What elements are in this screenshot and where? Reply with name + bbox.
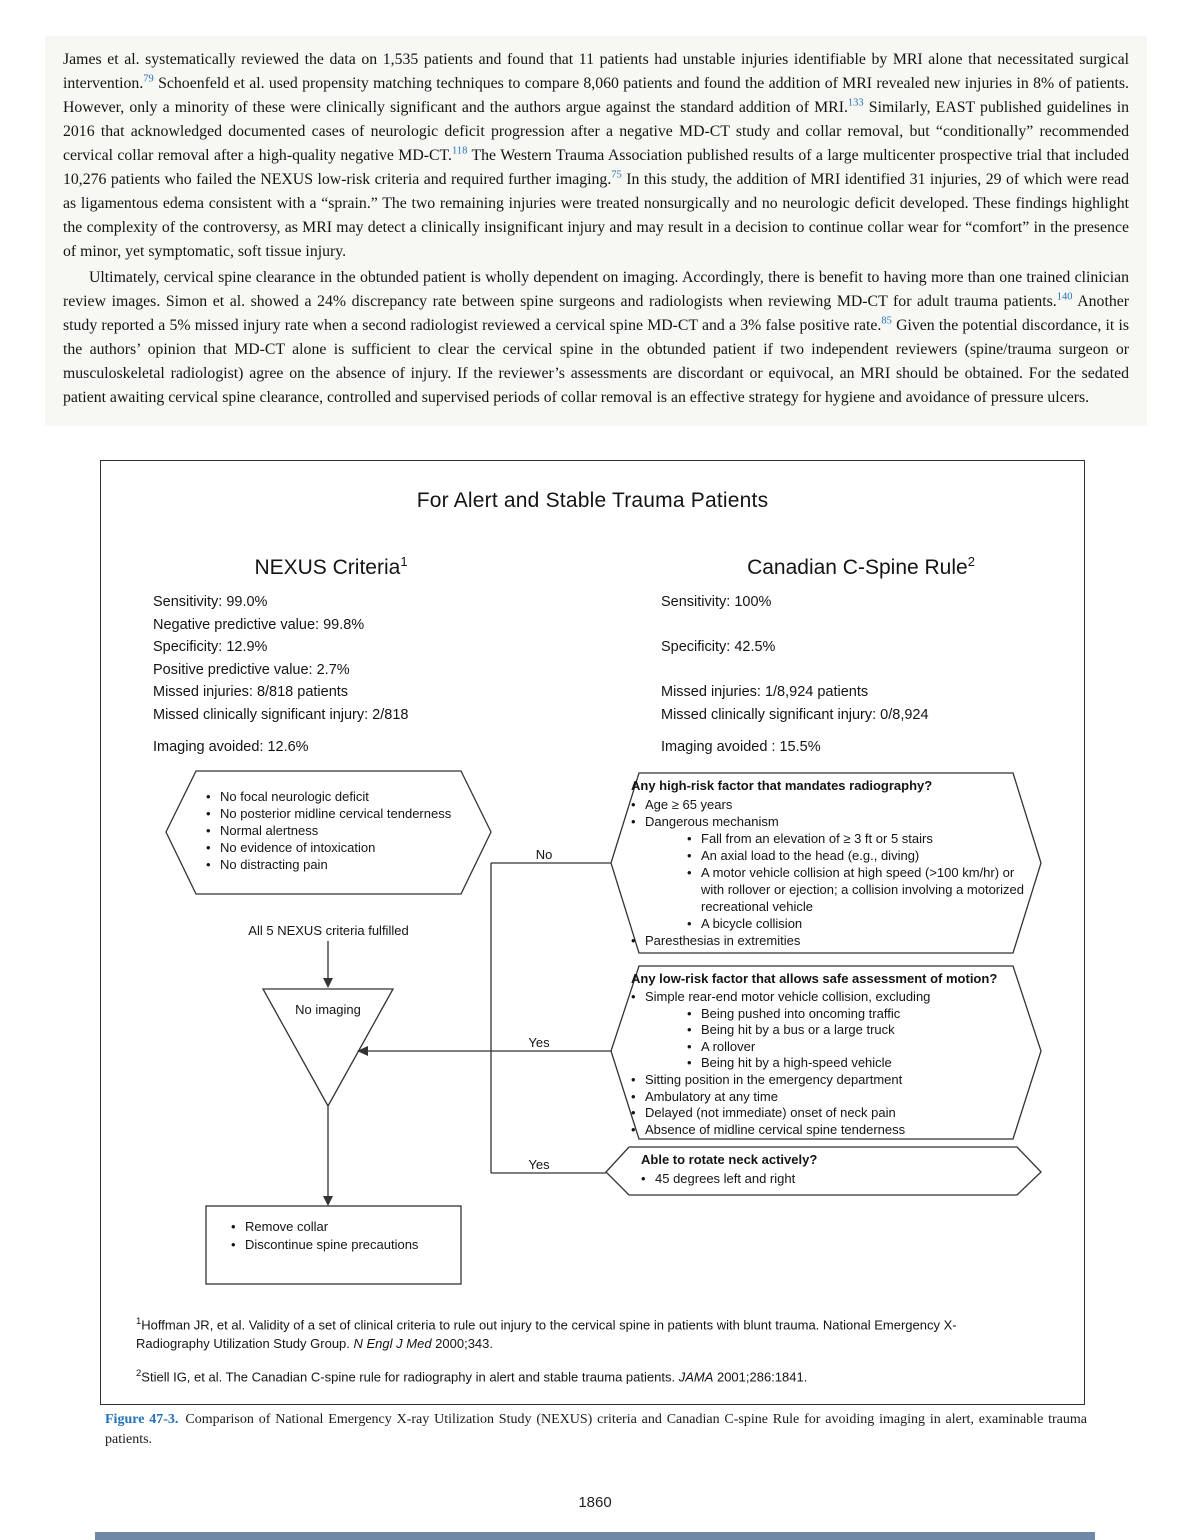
cspine-heading-text: Canadian C-Spine Rule bbox=[747, 556, 968, 579]
stat-line bbox=[661, 659, 929, 682]
outcome-list bbox=[231, 1218, 456, 1254]
paragraph: James et al. systematically reviewed the data on 1,535 patients and found that 11 patients had unstable injuries identifiable by MRI alone that necessitated surgical intervention.$^{79}$ Schoenfeld et al. used propensity matching techniques to compare 8,060 patients and found the addition of MRI revealed new injuries in 8% of patients. However, only a minority of these were clinically significant and the authors argue against the standard addition of MRI.$^{133}$ Similarly, EAST published guidelines in 2016 that acknowledged documented cases of neurologic deficit progression after a negative MD-CT study and collar removal, but “conditionally” recommended cervical collar removal after a high-quality negative MD-CT.$^{118}$ The Western Trauma Association published results of a large multicenter prospective trial that included 10,276 patients who failed the NEXUS low-risk criteria and required further imaging.$^{75}$ In this study, the addition of MRI identified 31 injuries, 29 of which were read as ligamentous edema consistent with a “sprain.” The two remaining injuries were treated nonsurgically and no neurologic deficit developed. These findings highlight the complexity of the controversy, as MRI may detect a clinically insignificant injury and may result in a decision to continue collar wear for “comfort” in the presence of minor, yet symptomatic, soft tissue injury. bbox=[63, 51, 1129, 260]
stat-line: Specificity: 12.9% bbox=[153, 639, 268, 655]
low-risk-box-list bbox=[631, 989, 1027, 1138]
figure-47-3 bbox=[100, 460, 1085, 1405]
bullet-item bbox=[631, 1089, 1027, 1106]
bullet-text: A rollover bbox=[701, 1038, 756, 1054]
footer-bar bbox=[95, 1532, 1095, 1540]
stat-line: Negative predictive value: 99.8% bbox=[153, 616, 365, 633]
reference-superscript: 75 bbox=[611, 169, 622, 181]
nexus-heading-text: NEXUS Criteria bbox=[254, 556, 401, 579]
bullet-dot-icon: • bbox=[687, 865, 692, 880]
bullet-text: No focal neurologic deficit bbox=[220, 789, 369, 804]
nexus-criteria-list bbox=[206, 788, 488, 873]
bullet-item bbox=[631, 847, 1027, 864]
connector-label-no: No bbox=[535, 847, 553, 862]
bullet-text: A motor vehicle collision at high speed (>100 km/hr) or with rollover or ejection; a collision involving a motorized recreational vehicle bbox=[701, 865, 1024, 914]
footnote-1-text: Hoffman JR, et al. Validity of a set of clinical criteria to rule out injury to the cervical spine in patients with blunt trauma. National Emergency X-Radiography Utilization Study Group. N Engl J Med 2000;343. bbox=[136, 1317, 957, 1352]
bullet-text: 45 degrees left and right bbox=[655, 1171, 796, 1186]
bullet-text: Dangerous mechanism bbox=[645, 814, 779, 829]
stat-line: Specificity: 42.5% bbox=[661, 639, 776, 655]
bullet-dot-icon: • bbox=[631, 1121, 636, 1137]
stat-line: Missed injuries: 1/8,924 patients bbox=[661, 684, 869, 700]
reference-superscript: 140 bbox=[1056, 291, 1073, 303]
arrowhead-down-2 bbox=[323, 1196, 333, 1206]
bullet-item bbox=[206, 788, 488, 805]
stat-line: Sensitivity: 99.0% bbox=[153, 594, 268, 610]
bullet-item bbox=[631, 864, 1027, 915]
bullet-text: Delayed (not immediate) onset of neck pain bbox=[645, 1105, 896, 1121]
bullet-dot-icon: • bbox=[631, 1105, 636, 1121]
connector-label-yes-rotate: Yes bbox=[528, 1157, 550, 1172]
bullet-text: Age ≥ 65 years bbox=[645, 797, 733, 812]
bullet-dot-icon: • bbox=[687, 1005, 692, 1021]
bullet-item bbox=[631, 932, 1027, 949]
bullet-dot-icon: • bbox=[206, 857, 211, 872]
bullet-text: Paresthesias in extremities bbox=[645, 933, 801, 948]
reference-superscript: 118 bbox=[452, 145, 468, 157]
bullet-item bbox=[631, 1022, 1027, 1039]
reference-superscript: 85 bbox=[881, 315, 892, 327]
bullet-dot-icon: • bbox=[687, 1055, 692, 1071]
bullet-text: Sitting position in the emergency department bbox=[645, 1071, 903, 1087]
bullet-dot-icon: • bbox=[231, 1237, 236, 1252]
stat-line bbox=[661, 614, 929, 637]
low-risk-box-title: Any low-risk factor that allows safe assessment of motion? bbox=[631, 971, 998, 986]
bullet-item bbox=[631, 796, 1027, 813]
bullet-dot-icon: • bbox=[206, 806, 211, 821]
bullet-item bbox=[631, 1039, 1027, 1056]
bullet-text: Being pushed into oncoming traffic bbox=[701, 1005, 901, 1021]
figure-caption bbox=[105, 1410, 1087, 1450]
bullet-item bbox=[206, 856, 488, 873]
bullet-text: An axial load to the head (e.g., diving) bbox=[701, 848, 920, 863]
stat-line: Sensitivity: 100% bbox=[661, 594, 772, 610]
bullet-text: Being hit by a bus or a large truck bbox=[701, 1022, 895, 1038]
stat-line: Positive predictive value: 2.7% bbox=[153, 661, 350, 678]
bullet-text: Absence of midline cervical spine tenderness bbox=[645, 1121, 906, 1137]
nexus-stats bbox=[153, 591, 408, 726]
bullet-text: No posterior midline cervical tenderness bbox=[220, 806, 452, 821]
cspine-imaging-avoided: Imaging avoided : 15.5% bbox=[661, 739, 821, 755]
bullet-item bbox=[231, 1218, 456, 1236]
bullet-text: Discontinue spine precautions bbox=[245, 1237, 419, 1252]
footnote-2-text: Stiell IG, et al. The Canadian C-spine rule for radiography in alert and stable trauma patients. JAMA 2001;286:1841. bbox=[141, 1369, 808, 1385]
bullet-dot-icon: • bbox=[631, 1088, 636, 1104]
bullet-dot-icon: • bbox=[631, 1071, 636, 1087]
bullet-item bbox=[631, 989, 1027, 1006]
nexus-heading bbox=[141, 554, 521, 580]
cspine-heading bbox=[656, 554, 1066, 580]
bullet-dot-icon: • bbox=[206, 823, 211, 838]
bullet-item bbox=[641, 1170, 1021, 1187]
paragraph: Ultimately, cervical spine clearance in the obtunded patient is wholly dependent on imaging. Accordingly, there is benefit to having more than one trained clinician review images. Simon et al. showed a 24% discrepancy rate between spine surgeons and radiologists when reviewing MD-CT for adult trauma patients.$^{140}$ Another study reported a 5% missed injury rate when a second radiologist reviewed a cervical spine MD-CT and a 3% false positive rate.$^{85}$ Given the potential discordance, it is the authors’ opinion that MD-CT alone is sufficient to clear the cervical spine in the obtunded patient if two independent reviewers (spine/trauma surgeon or musculoskeletal radiologist) agree on the absence of injury. If the reviewer’s assessments are discordant or equivocal, an MRI should be obtained. For the sedated patient awaiting cervical spine clearance, controlled and supervised periods of collar removal is an effective strategy for hygiene and avoidance of pressure ulcers. bbox=[63, 269, 1130, 406]
arrowhead-down-1 bbox=[323, 978, 333, 988]
bullet-item bbox=[631, 1105, 1027, 1122]
footnote-1-marker: 1 bbox=[136, 1316, 142, 1327]
footnote-2 bbox=[136, 1364, 1036, 1386]
bullet-text: Being hit by a high-speed vehicle bbox=[701, 1055, 892, 1071]
stat-line: Missed clinically significant injury: 2/818 bbox=[153, 706, 409, 723]
bullet-item bbox=[631, 1072, 1027, 1089]
bullet-dot-icon: • bbox=[231, 1219, 236, 1234]
bullet-text: A bicycle collision bbox=[701, 916, 803, 931]
no-imaging-label: No imaging bbox=[295, 1002, 361, 1017]
bullet-text: No distracting pain bbox=[220, 857, 328, 872]
cspine-heading-ref: 2 bbox=[967, 554, 975, 569]
bullet-item bbox=[631, 813, 1027, 830]
bullet-text: Ambulatory at any time bbox=[645, 1088, 778, 1104]
rotate-neck-box-title: Able to rotate neck actively? bbox=[641, 1152, 818, 1167]
bullet-dot-icon: • bbox=[687, 831, 692, 846]
page-number: 1860 bbox=[578, 1494, 612, 1511]
connector-label-yes-low-risk: Yes bbox=[528, 1035, 550, 1050]
bullet-item bbox=[631, 1122, 1027, 1139]
bullet-text: Remove collar bbox=[245, 1219, 329, 1234]
bullet-text: Simple rear-end motor vehicle collision, excluding bbox=[645, 989, 931, 1004]
bullet-item bbox=[631, 830, 1027, 847]
bullet-text: No evidence of intoxication bbox=[220, 840, 376, 855]
cspine-stats bbox=[661, 591, 929, 726]
bullet-dot-icon: • bbox=[206, 789, 211, 804]
figure-caption-text: Comparison of National Emergency X-ray Utilization Study (NEXUS) criteria and Canadian C-spine Rule for avoiding imaging in alert, examinable trauma patients. bbox=[105, 1412, 1087, 1447]
bullet-dot-icon: • bbox=[631, 814, 636, 829]
bullet-dot-icon: • bbox=[687, 1022, 692, 1038]
bullet-item bbox=[631, 915, 1027, 932]
bullet-item bbox=[206, 822, 488, 839]
bullet-text: Fall from an elevation of ≥ 3 ft or 5 stairs bbox=[701, 831, 933, 846]
bullet-dot-icon: • bbox=[687, 1038, 692, 1054]
bullet-dot-icon: • bbox=[206, 840, 211, 855]
bullet-item bbox=[206, 805, 488, 822]
bullet-item bbox=[631, 1055, 1027, 1072]
body-text-block bbox=[45, 36, 1147, 426]
bullet-dot-icon: • bbox=[641, 1171, 646, 1186]
bullet-dot-icon: • bbox=[687, 848, 692, 863]
bullet-item bbox=[206, 839, 488, 856]
rotate-neck-box-list bbox=[641, 1170, 1021, 1187]
stat-line: Missed clinically significant injury: 0/8,924 bbox=[661, 706, 929, 723]
footnote-2-marker: 2 bbox=[136, 1368, 142, 1379]
nexus-imaging-avoided: Imaging avoided: 12.6% bbox=[153, 739, 309, 755]
bullet-text: Normal alertness bbox=[220, 823, 319, 838]
bullet-dot-icon: • bbox=[631, 933, 636, 948]
high-risk-box-list bbox=[631, 796, 1027, 949]
reference-superscript: 79 bbox=[143, 73, 154, 85]
stat-line: Missed injuries: 8/818 patients bbox=[153, 684, 349, 700]
footnote-1 bbox=[136, 1312, 1016, 1353]
bullet-dot-icon: • bbox=[687, 916, 692, 931]
figure-caption-label: Figure 47-3. bbox=[105, 1412, 179, 1427]
bullet-item bbox=[231, 1236, 456, 1254]
figure-title: For Alert and Stable Trauma Patients bbox=[416, 489, 769, 512]
bullet-dot-icon: • bbox=[631, 989, 636, 1004]
nexus-heading-ref: 1 bbox=[400, 554, 408, 569]
bullet-dot-icon: • bbox=[631, 797, 636, 812]
high-risk-box-title: Any high-risk factor that mandates radiography? bbox=[631, 778, 933, 793]
reference-superscript: 133 bbox=[847, 97, 864, 109]
bullet-item bbox=[631, 1006, 1027, 1023]
nexus-fulfilled-label: All 5 NEXUS criteria fulfilled bbox=[248, 923, 409, 938]
